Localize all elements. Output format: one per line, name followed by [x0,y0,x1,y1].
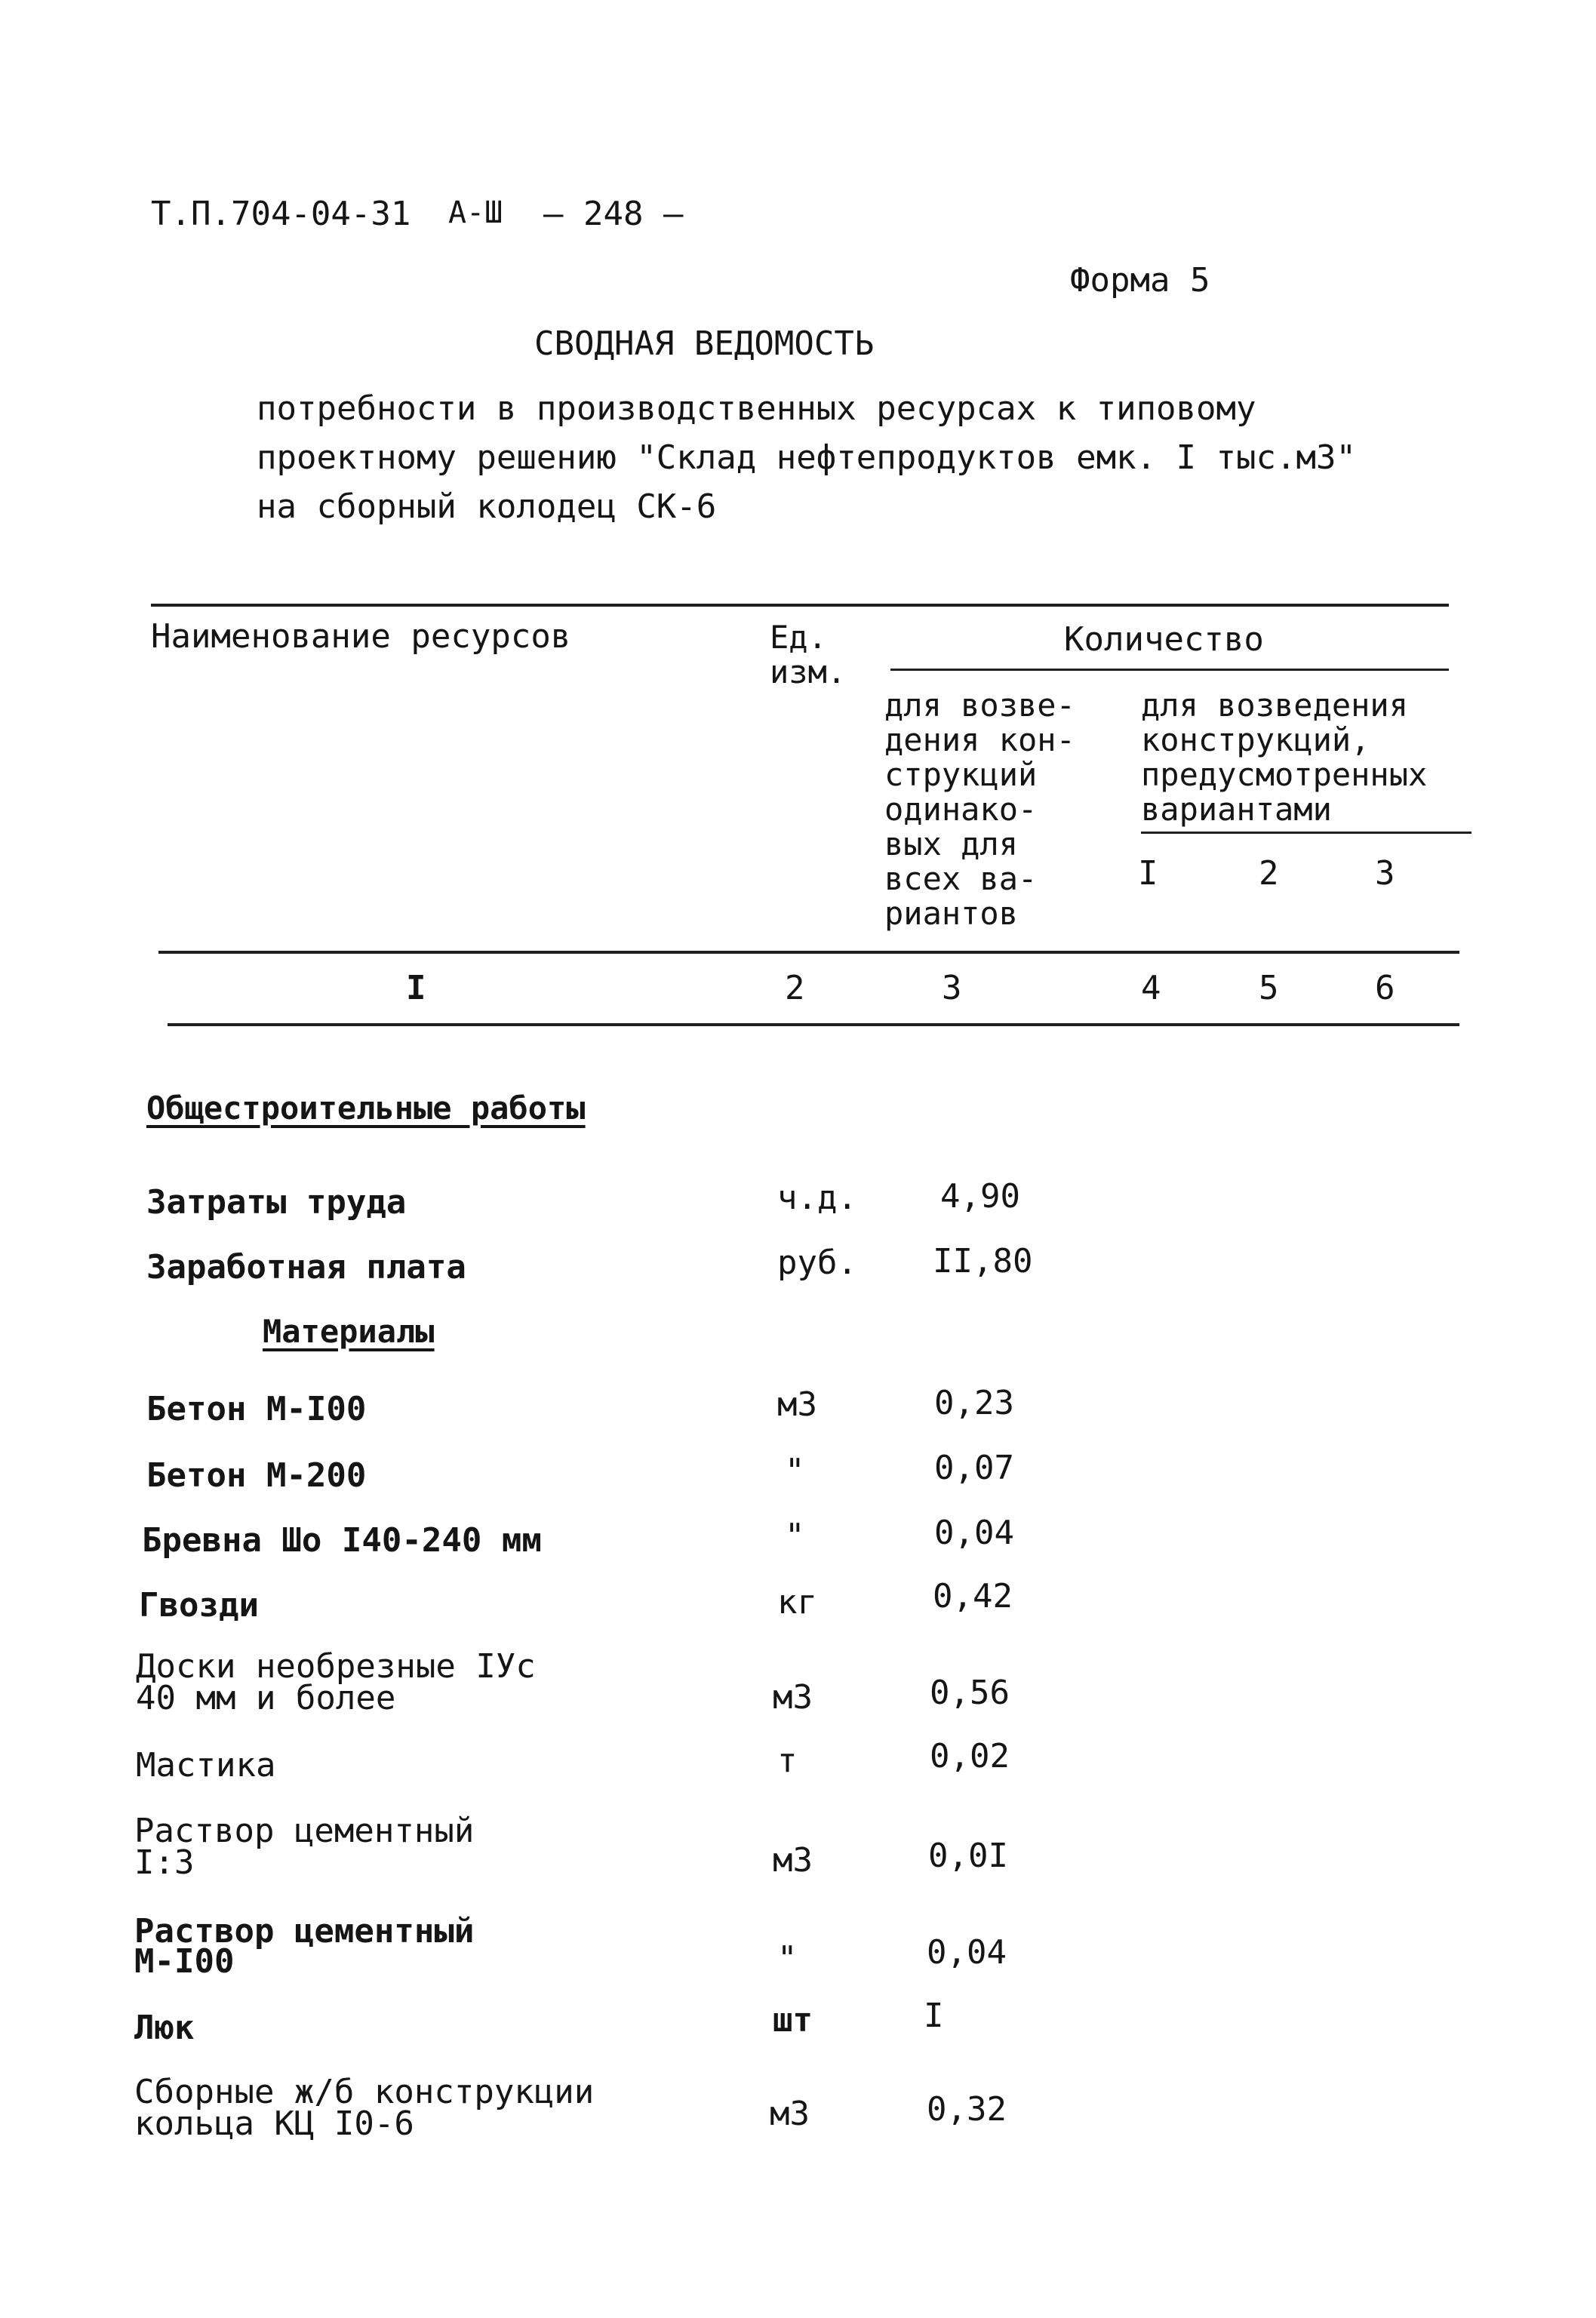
row-unit-labor: ч.д. [777,1179,857,1217]
subtitle-line-1: потребности в производственных ресурсах к типовому [257,389,1256,428]
row-name-mortar-m100: Раствор цементный М-I00 [134,1912,475,1981]
row-name-labor: Затраты труда [146,1183,407,1222]
row-name-concrete-m200: Бетон М-200 [146,1456,367,1495]
section-general-works: Общестроительные работы [146,1090,586,1127]
row-value-boards: 0,56 [930,1674,1010,1712]
page-number: — 248 — [543,195,684,233]
row-name-precast-rings: Сборные ж/б конструкции кольца КЦ I0-6 [134,2073,595,2143]
row-name-concrete-m100: Бетон М-I00 [146,1390,367,1428]
row-unit-concrete-m200: " [785,1452,805,1490]
row-unit-logs: " [785,1517,805,1555]
row-unit-mortar-m100: " [777,1939,798,1978]
row-value-mortar-m100: 0,04 [927,1933,1007,1972]
row-value-precast-rings: 0,32 [927,2090,1007,2129]
quantity-rule [890,669,1449,671]
header-quantity: Количество [1064,620,1264,659]
row-value-logs: 0,04 [934,1514,1014,1552]
row-name-boards: Доски необрезные IУс 40 мм и более [136,1647,536,1717]
column-number-rule [168,1023,1459,1026]
row-unit-mastic: т [777,1742,798,1780]
form-label: Форма 5 [1070,261,1210,300]
column-number-4: 4 [1141,969,1161,1007]
album-code: А-Ш [448,195,503,230]
header-resource-name: Наименование ресурсов [151,617,571,656]
row-unit-wages: руб. [777,1244,857,1282]
subtitle-line-3: на сборный колодец СК-6 [257,487,717,526]
row-name-logs: Бревна Шо I40-240 мм [142,1521,542,1560]
header-variant-construction: для возведения конструкций, предусмотренных вариантами [1141,687,1428,828]
row-name-mastic: Мастика [136,1746,276,1785]
column-number-1: I [406,969,426,1007]
row-unit-concrete-m100: м3 [777,1385,817,1424]
row-unit-boards: м3 [773,1678,813,1717]
document-code: Т.П.704-04-31 [151,195,411,233]
row-value-labor: 4,90 [940,1177,1020,1216]
row-value-hatch: I [924,1997,944,2035]
document-title: СВОДНАЯ ВЕДОМОСТЬ [534,324,875,363]
row-name-wages: Заработная плата [146,1248,466,1287]
column-number-6: 6 [1375,969,1395,1007]
row-unit-precast-rings: м3 [770,2095,810,2133]
row-value-mortar-1-3: 0,0I [928,1837,1008,1875]
row-value-mastic: 0,02 [930,1737,1010,1775]
variant-number-1: I [1138,854,1158,893]
variant-number-2: 2 [1259,854,1279,893]
column-number-5: 5 [1259,969,1279,1007]
column-number-2: 2 [785,969,805,1007]
header-common-construction: для возве- дения кон- струкций одинако- вых для всех ва- риантов [884,687,1075,932]
table-top-rule [151,604,1449,607]
section-materials: Материалы [263,1313,435,1350]
column-number-3: 3 [942,969,962,1007]
row-name-hatch: Люк [134,2009,195,2047]
header-bottom-rule [158,951,1459,954]
row-value-wages: II,80 [933,1242,1033,1280]
row-unit-mortar-1-3: м3 [773,1841,813,1880]
subtitle-line-2: проектному решению "Склад нефтепродуктов емк. I тыс.м3" [257,438,1356,477]
row-unit-hatch: шт [773,2001,813,2040]
row-value-nails: 0,42 [933,1577,1013,1616]
row-name-mortar-1-3: Раствор цементный I:3 [134,1812,475,1882]
variants-rule [1141,832,1471,834]
row-value-concrete-m200: 0,07 [934,1449,1014,1487]
row-unit-nails: кг [777,1583,817,1622]
variant-number-3: 3 [1375,854,1395,893]
row-name-nails: Гвозди [139,1586,259,1625]
row-value-concrete-m100: 0,23 [934,1384,1014,1422]
header-unit: Ед. изм. [770,619,847,690]
